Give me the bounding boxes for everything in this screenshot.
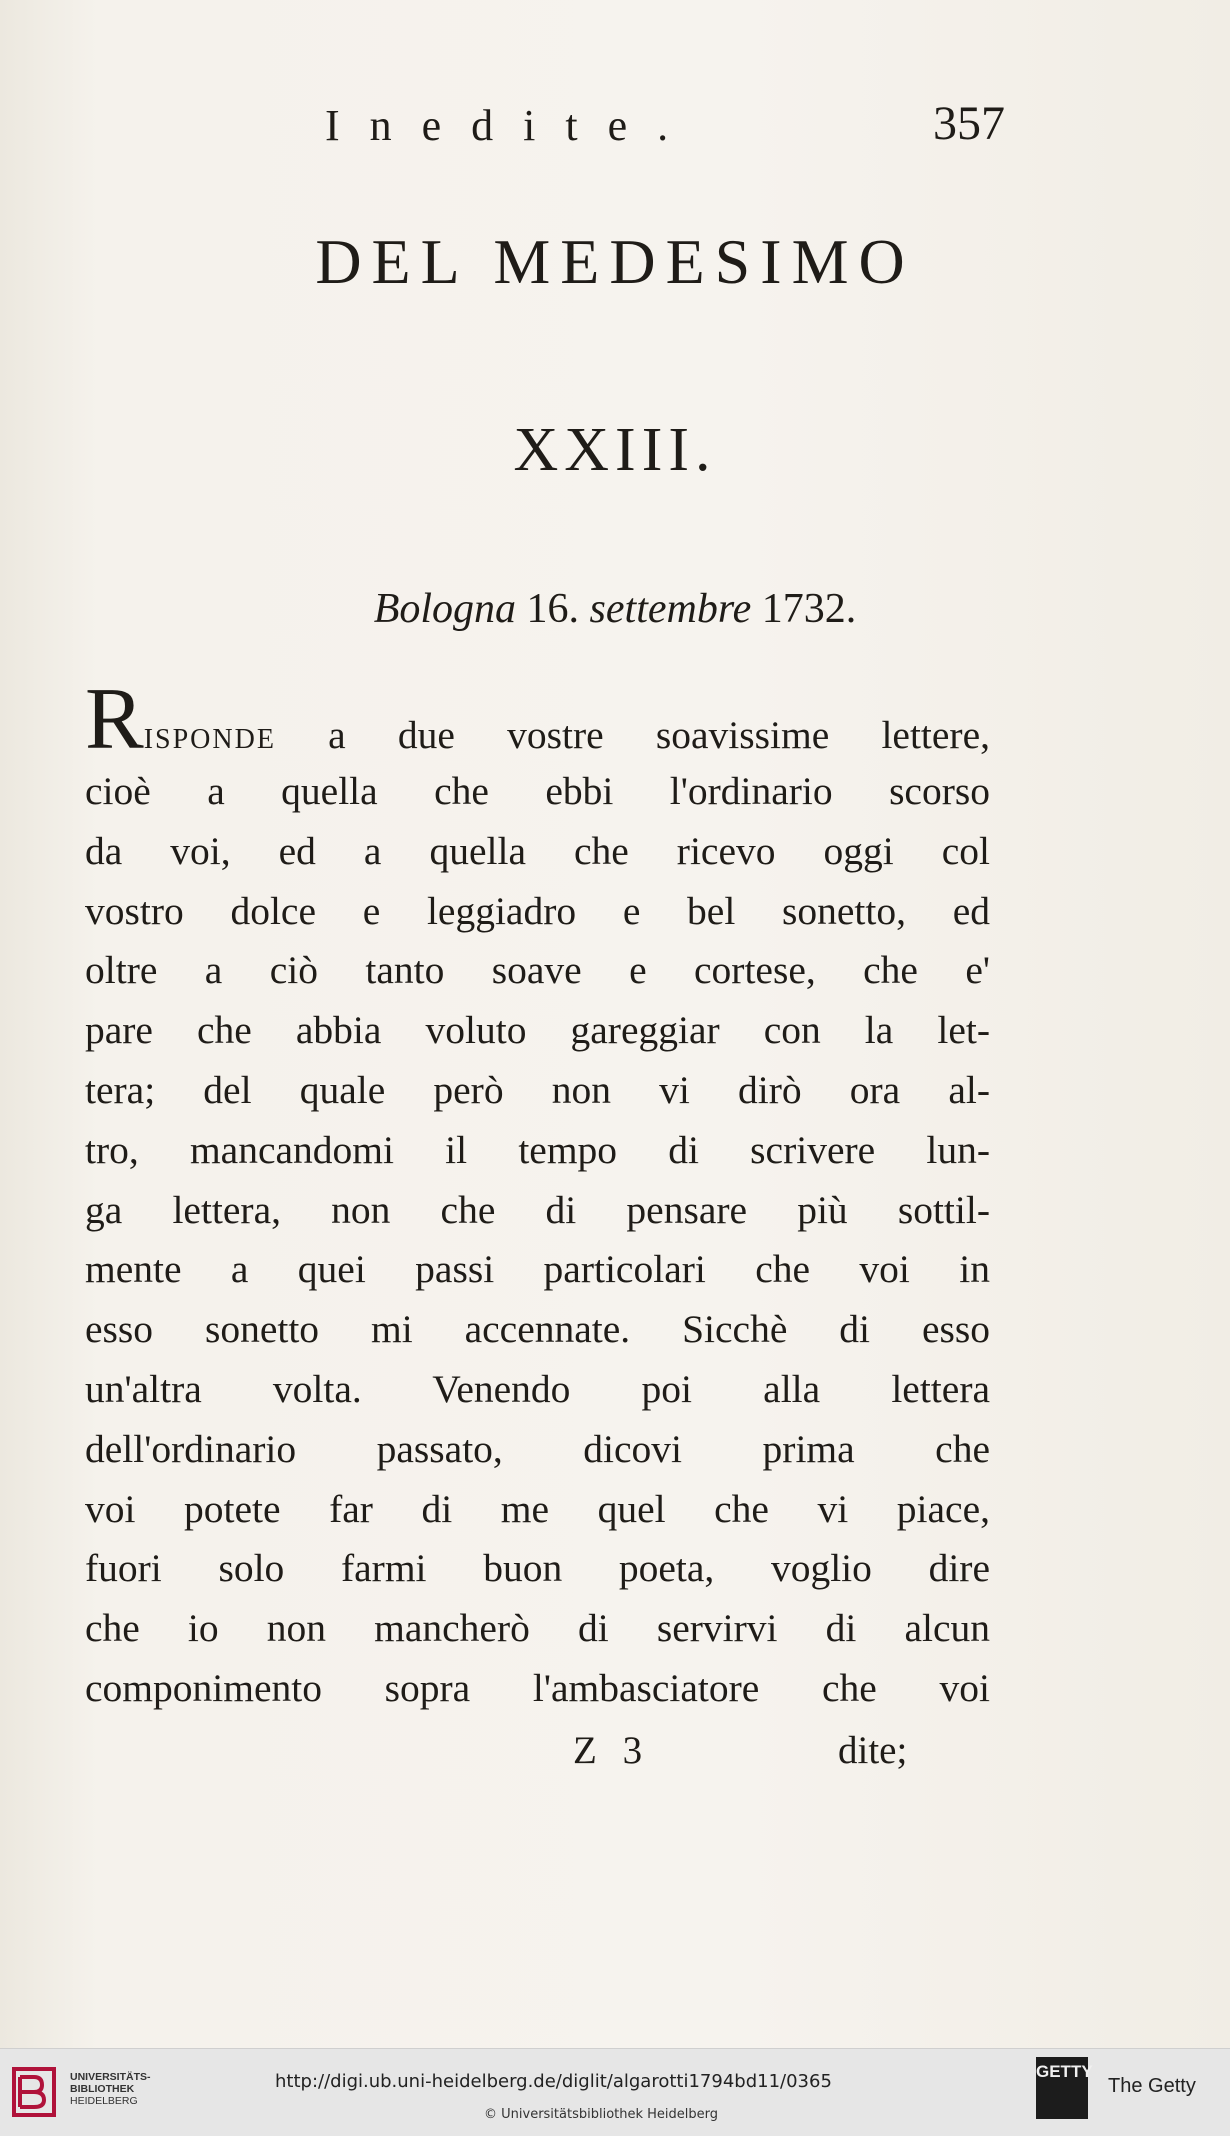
dateline: [0, 585, 1230, 633]
page-number: 357: [933, 97, 1005, 150]
body-line: da voi, ed a quella che ricevo oggi col: [85, 828, 990, 873]
getty-label[interactable]: The Getty: [1108, 2075, 1196, 2097]
body-line: voi potete far di me quel che vi piace,: [85, 1486, 990, 1531]
body-line: dell'ordinario passato, dicovi prima che: [85, 1426, 990, 1471]
copyright-notice: © Universitätsbibliothek Heidelberg: [484, 2107, 719, 2122]
body-line: ga lettera, non che di pensare più sottil-: [85, 1187, 990, 1232]
body-line: tera; del quale però non vi dirò ora al-: [85, 1067, 990, 1112]
library-name: [70, 2071, 151, 2107]
dateline-month: settembre: [589, 586, 752, 632]
body-line: cioè a quella che ebbi l'ordinario scorso: [85, 769, 990, 813]
signature-mark: Z 3: [573, 1729, 651, 1772]
small-caps-opening: isponde: [143, 713, 276, 757]
library-name-line: HEIDELBERG: [70, 2095, 138, 2107]
body-line: vostro dolce e leggiadro e bel sonetto, ed: [85, 888, 990, 933]
library-name-line: BIBLIOTHEK: [70, 2083, 135, 2095]
letter-body: [85, 671, 990, 1719]
running-head: [325, 97, 1005, 160]
drop-cap: R: [85, 671, 144, 768]
dateline-day: 16.: [526, 586, 580, 632]
body-line: un'altra volta. Venendo poi alla lettera: [85, 1366, 990, 1411]
catchword: dite;: [838, 1729, 908, 1772]
body-line: oltre a ciò tanto soave e cortese, che e': [85, 948, 990, 993]
body-line: che io non mancherò di servirvi di alcun: [85, 1606, 990, 1651]
running-title: Inedite.: [325, 101, 699, 150]
dateline-year: 1732.: [761, 586, 857, 632]
viewer-footer-bar: [0, 2048, 1230, 2136]
library-logo-icon[interactable]: [10, 2063, 65, 2121]
letter-number: XXIII.: [513, 416, 717, 484]
body-line: [85, 671, 990, 768]
body-line: fuori solo farmi buon poeta, voglio dire: [85, 1546, 990, 1591]
body-line: esso sonetto mi accennate. Sicchè di esso: [85, 1307, 990, 1352]
library-name-line: UNIVERSITÄTS-: [70, 2071, 151, 2083]
body-line: mente a quei passi particolari che voi in: [85, 1247, 990, 1292]
body-line: pare che abbia voluto gareggiar con la let-: [85, 1008, 990, 1053]
dateline-place: Bologna: [373, 586, 517, 632]
letter-heading: DEL MEDESIMO: [315, 226, 915, 297]
permalink-url[interactable]: http://digi.ub.uni-heidelberg.de/diglit/algarotti1794bd11/0365: [275, 2071, 832, 2092]
body-line: componimento sopra l'ambasciatore che voi: [85, 1665, 990, 1710]
body-line-text: a due vostre soavissime lettere,: [275, 713, 990, 757]
body-line: tro, mancandomi il tempo di scrivere lun-: [85, 1127, 990, 1172]
getty-logo-icon[interactable]: GETTY: [1036, 2057, 1088, 2119]
page-footer: [0, 1720, 1230, 1780]
